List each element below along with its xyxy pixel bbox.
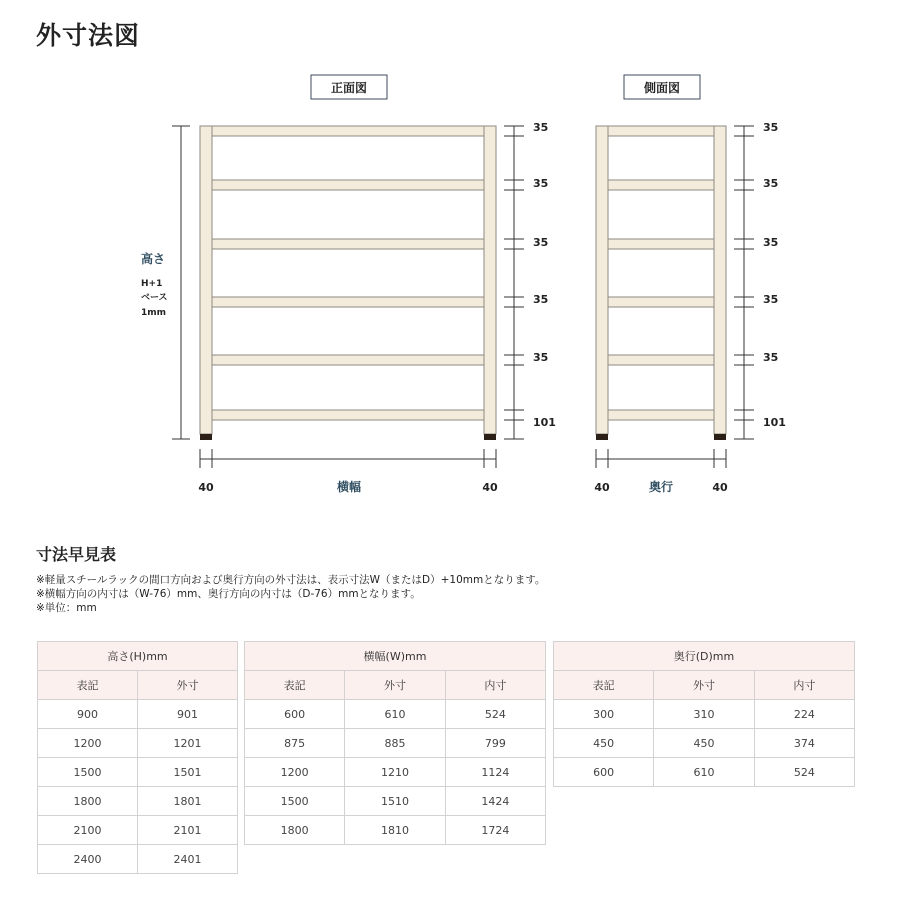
- height-note: H+1: [141, 279, 163, 289]
- front-shelf-board: [212, 239, 484, 249]
- table-cell: 2100: [38, 816, 138, 845]
- front-left-post-size-label: 40: [198, 481, 214, 494]
- column-header: 外寸: [654, 671, 754, 700]
- side-shelf-board: [608, 239, 714, 249]
- side-gap-label: 35: [763, 293, 779, 306]
- side-gap-label: 35: [763, 177, 779, 190]
- note-line: ※横幅方向の内寸は（W-76）mm、奥行方向の内寸は（D-76）mmとなります。: [36, 588, 421, 600]
- table-cell: 2401: [137, 845, 237, 874]
- height-table: [37, 641, 238, 874]
- table-row: [245, 816, 546, 845]
- quick-reference-title: 寸法早見表: [36, 545, 117, 564]
- front-gap-label: 101: [533, 416, 556, 429]
- side-left-post-size-label: 40: [594, 481, 610, 494]
- table-cell: 799: [445, 729, 545, 758]
- table-cell: 1800: [245, 816, 345, 845]
- page-title: 外寸法図: [36, 21, 141, 50]
- table-cell: 224: [754, 700, 854, 729]
- front-right-post: [484, 126, 496, 434]
- table-cell: 610: [654, 758, 754, 787]
- column-header: 表記: [554, 671, 654, 700]
- width-table-title: 横幅(W)mm: [245, 642, 546, 671]
- front-gap-label: 35: [533, 177, 549, 190]
- table-cell: 900: [38, 700, 138, 729]
- table-cell: 1810: [345, 816, 445, 845]
- front-right-post-size-label: 40: [482, 481, 498, 494]
- table-cell: 1200: [245, 758, 345, 787]
- table-cell: 310: [654, 700, 754, 729]
- width-label: 横幅: [336, 480, 362, 494]
- table-row: [38, 758, 238, 787]
- width-table: [244, 641, 546, 845]
- table-cell: 450: [654, 729, 754, 758]
- side-shelf-board: [608, 180, 714, 190]
- side-right-post-size-label: 40: [712, 481, 728, 494]
- side-gap-label: 35: [763, 121, 779, 134]
- table-cell: 1201: [137, 729, 237, 758]
- table-row: [38, 845, 238, 874]
- column-header: 表記: [245, 671, 345, 700]
- depth-table: [553, 641, 855, 787]
- front-shelf-board: [212, 410, 484, 420]
- table-cell: 524: [445, 700, 545, 729]
- table-cell: 1724: [445, 816, 545, 845]
- side-gap-label: 35: [763, 236, 779, 249]
- table-cell: 885: [345, 729, 445, 758]
- table-row: [245, 729, 546, 758]
- side-left-post: [596, 126, 608, 434]
- table-cell: 300: [554, 700, 654, 729]
- side-view-label: 側面図: [643, 81, 681, 95]
- note-line: ※軽量スチールラックの間口方向および奥行方向の外寸法は、表示寸法W（またはD）+10mmとなります。: [36, 574, 546, 586]
- height-note: ベース: [141, 293, 168, 303]
- front-gap-label: 35: [533, 293, 549, 306]
- table-row: [245, 787, 546, 816]
- table-row: [38, 816, 238, 845]
- column-header: 外寸: [345, 671, 445, 700]
- table-cell: 1124: [445, 758, 545, 787]
- table-cell: 600: [554, 758, 654, 787]
- table-cell: 1424: [445, 787, 545, 816]
- table-cell: 2101: [137, 816, 237, 845]
- table-cell: 374: [754, 729, 854, 758]
- table-cell: 1510: [345, 787, 445, 816]
- column-header: 内寸: [445, 671, 545, 700]
- table-cell: 610: [345, 700, 445, 729]
- table-row: [38, 700, 238, 729]
- table-row: [38, 787, 238, 816]
- table-cell: 1210: [345, 758, 445, 787]
- front-shelf-board: [212, 297, 484, 307]
- table-row: [554, 700, 855, 729]
- side-shelf-board: [608, 410, 714, 420]
- side-gap-label: 101: [763, 416, 786, 429]
- table-cell: 524: [754, 758, 854, 787]
- table-row: [245, 758, 546, 787]
- column-header: 内寸: [754, 671, 854, 700]
- table-cell: 1800: [38, 787, 138, 816]
- side-shelf-board: [608, 355, 714, 365]
- front-left-post: [200, 126, 212, 434]
- table-cell: 1500: [245, 787, 345, 816]
- table-cell: 1200: [38, 729, 138, 758]
- column-header: 外寸: [137, 671, 237, 700]
- table-cell: 901: [137, 700, 237, 729]
- front-shelf-board: [212, 355, 484, 365]
- side-left-foot: [596, 434, 608, 440]
- front-right-foot: [484, 434, 496, 440]
- column-header: 表記: [38, 671, 138, 700]
- depth-label: 奥行: [648, 480, 674, 494]
- height-table-title: 高さ(H)mm: [38, 642, 238, 671]
- table-cell: 2400: [38, 845, 138, 874]
- table-cell: 1501: [137, 758, 237, 787]
- note-line: ※単位：mm: [36, 602, 97, 614]
- notes: [36, 573, 545, 615]
- table-cell: 450: [554, 729, 654, 758]
- side-right-post: [714, 126, 726, 434]
- front-gap-label: 35: [533, 351, 549, 364]
- table-row: [554, 729, 855, 758]
- front-view-label: 正面図: [330, 81, 368, 95]
- side-gap-label: 35: [763, 351, 779, 364]
- side-shelf-board: [608, 297, 714, 307]
- side-shelf-board: [608, 126, 714, 136]
- side-right-foot: [714, 434, 726, 440]
- table-row: [38, 729, 238, 758]
- front-shelf-board: [212, 180, 484, 190]
- front-left-foot: [200, 434, 212, 440]
- table-cell: 1500: [38, 758, 138, 787]
- table-cell: 600: [245, 700, 345, 729]
- table-cell: 1801: [137, 787, 237, 816]
- table-cell: 875: [245, 729, 345, 758]
- front-shelf-board: [212, 126, 484, 136]
- front-gap-label: 35: [533, 236, 549, 249]
- depth-table-title: 奥行(D)mm: [554, 642, 855, 671]
- table-row: [554, 758, 855, 787]
- front-gap-label: 35: [533, 121, 549, 134]
- height-label: 高さ: [141, 252, 166, 266]
- table-row: [245, 700, 546, 729]
- height-note: 1mm: [141, 308, 167, 318]
